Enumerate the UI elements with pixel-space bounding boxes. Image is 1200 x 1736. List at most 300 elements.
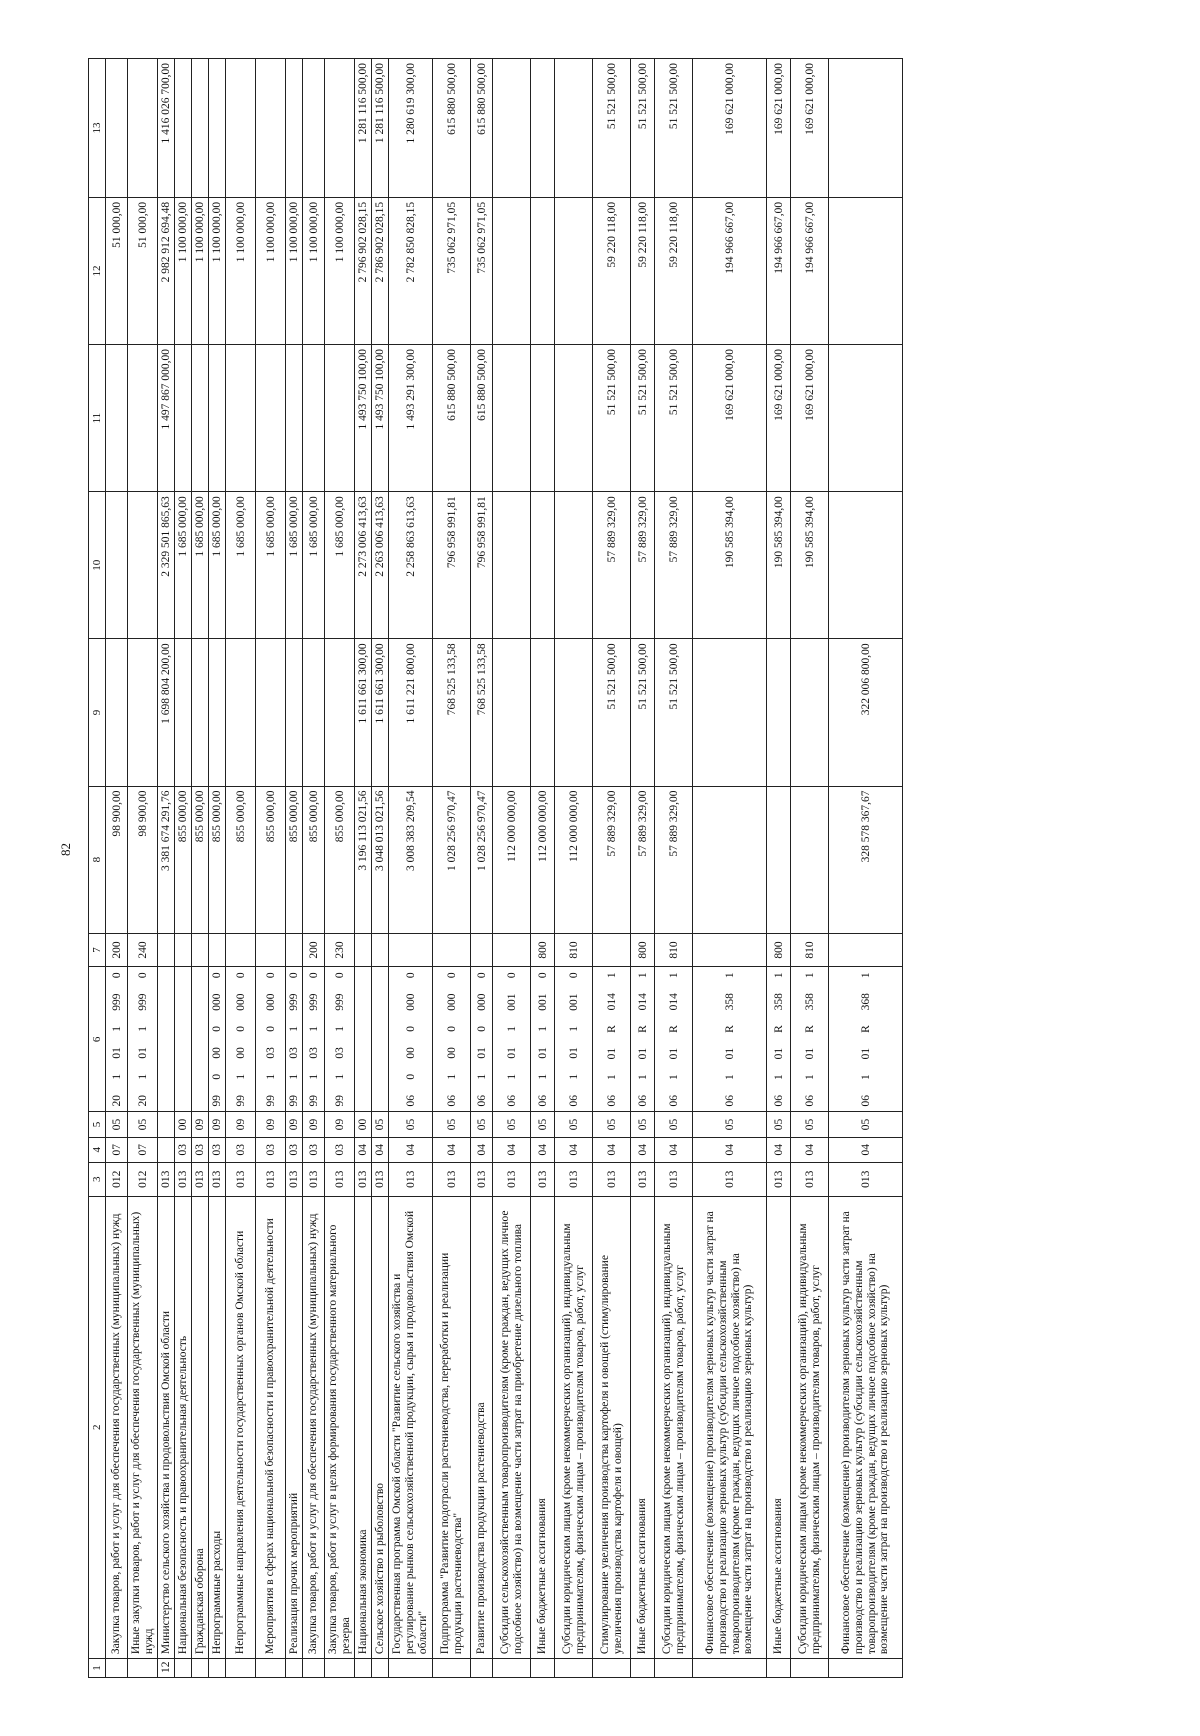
amount-col11-cell: 1 493 291 300,00 xyxy=(389,345,433,492)
section-code-cell: 03 xyxy=(209,1137,226,1162)
amount-col10-cell: 1 685 000,00 xyxy=(192,492,209,639)
ministry-code-cell: 013 xyxy=(791,1162,829,1196)
expense-type-cell xyxy=(433,933,471,967)
amount-col8-cell: 855 000,00 xyxy=(256,786,286,933)
row-number-cell xyxy=(175,1659,192,1678)
target-article-code xyxy=(724,971,736,1107)
item-name-cell: Субсидии сельскохозяйственным товаропроизводителям (кроме граждан, ведущих личное подсобное хозяйство) на возмещение части затрат на приобретение дизельного топлива xyxy=(493,1196,531,1659)
amount-col13-cell xyxy=(106,59,128,198)
expense-type-cell xyxy=(175,933,192,967)
subsection-code-cell: 05 xyxy=(106,1112,128,1137)
code-part: 01 xyxy=(110,1047,123,1059)
ministry-code-cell: 013 xyxy=(286,1162,303,1196)
amount-col12-cell: 59 220 118,00 xyxy=(593,197,631,344)
code-part: 1 xyxy=(288,1073,300,1080)
table-row xyxy=(128,59,158,1678)
target-article-cell xyxy=(531,967,555,1112)
row-number-cell xyxy=(372,1659,389,1678)
code-part: 1 xyxy=(445,1073,458,1080)
amount-col9-cell xyxy=(555,639,593,786)
amount-col12-cell: 59 220 118,00 xyxy=(631,197,655,344)
amount-col13-cell: 615 880 500,00 xyxy=(433,59,471,198)
amount-col11-cell xyxy=(226,345,256,492)
amount-col9-cell xyxy=(226,639,256,786)
target-article-cell xyxy=(471,967,493,1112)
target-article-code xyxy=(606,971,618,1107)
section-code-cell: 04 xyxy=(355,1137,372,1162)
subsection-code-cell: 05 xyxy=(767,1112,791,1137)
section-code-cell: 03 xyxy=(325,1137,355,1162)
target-article-code xyxy=(773,971,785,1107)
code-part: R xyxy=(636,1025,649,1033)
ministry-code-cell: 013 xyxy=(256,1162,286,1196)
code-part: 1 xyxy=(333,1073,346,1080)
amount-col11-cell: 51 521 500,00 xyxy=(631,345,655,492)
target-article-cell xyxy=(791,967,829,1112)
row-number-cell xyxy=(593,1659,631,1678)
row-number-cell xyxy=(655,1659,693,1678)
table-row xyxy=(791,59,829,1678)
row-number-cell xyxy=(471,1659,493,1678)
row-number-cell xyxy=(209,1659,226,1678)
code-part: 99 xyxy=(264,1094,277,1107)
code-part: 0 xyxy=(505,972,518,979)
row-number-cell xyxy=(791,1659,829,1678)
amount-col9-cell xyxy=(209,639,226,786)
column-header: 2 xyxy=(89,1196,106,1659)
row-number-cell xyxy=(256,1659,286,1678)
code-part: 99 xyxy=(307,1094,320,1107)
item-name-cell: Субсидии юридическим лицам (кроме некоммерческих организаций), индивидуальным предпринимателям, физическим лицам – производителям товаров, работ, услуг xyxy=(791,1196,829,1659)
item-name-cell: Закупка товаров, работ и услуг для обеспечения государственных (муниципальных) нужд xyxy=(303,1196,325,1659)
section-code-cell: 03 xyxy=(286,1137,303,1162)
subsection-code-cell: 09 xyxy=(226,1112,256,1137)
code-part: 06 xyxy=(404,1094,417,1107)
code-part: 1 xyxy=(605,972,618,979)
amount-col12-cell: 1 100 000,00 xyxy=(175,197,192,344)
code-part: 000 xyxy=(234,993,247,1011)
section-code-cell: 04 xyxy=(471,1137,493,1162)
code-part: 00 xyxy=(404,1047,417,1059)
code-part: 014 xyxy=(605,993,618,1011)
amount-col10-cell: 190 585 394,00 xyxy=(767,492,791,639)
code-part: 0 xyxy=(536,972,549,979)
expense-type-cell: 810 xyxy=(555,933,593,967)
code-part: 1 xyxy=(234,1073,247,1080)
section-code-cell: 04 xyxy=(767,1137,791,1162)
table-row xyxy=(471,59,493,1678)
row-number-cell xyxy=(555,1659,593,1678)
amount-col11-cell xyxy=(325,345,355,492)
code-part: 03 xyxy=(264,1047,277,1059)
code-part: 001 xyxy=(505,993,518,1011)
code-part: 06 xyxy=(636,1094,649,1107)
subsection-code-cell: 05 xyxy=(655,1112,693,1137)
amount-col10-cell: 2 258 863 613,63 xyxy=(389,492,433,639)
target-article-code xyxy=(308,971,320,1107)
amount-col8-cell: 1 028 256 970,47 xyxy=(471,786,493,933)
column-header: 12 xyxy=(89,197,106,344)
code-part: 06 xyxy=(723,1094,736,1107)
ministry-code-cell: 013 xyxy=(531,1162,555,1196)
row-number-cell xyxy=(493,1659,531,1678)
code-part: 1 xyxy=(288,1026,300,1032)
amount-col9-cell: 1 611 661 300,00 xyxy=(372,639,389,786)
target-article-cell xyxy=(226,967,256,1112)
rotated-budget-table-sheet xyxy=(88,58,1128,1678)
expense-type-cell xyxy=(372,933,389,967)
amount-col11-cell xyxy=(555,345,593,492)
amount-col10-cell xyxy=(829,492,903,639)
code-part: 000 xyxy=(475,993,488,1011)
table-row xyxy=(226,59,256,1678)
amount-col10-cell: 1 685 000,00 xyxy=(256,492,286,639)
amount-col8-cell: 112 000 000,00 xyxy=(493,786,531,933)
subsection-code-cell: 05 xyxy=(531,1112,555,1137)
target-article-code xyxy=(211,971,223,1107)
amount-col13-cell xyxy=(209,59,226,198)
amount-col9-cell xyxy=(325,639,355,786)
ministry-code-cell: 013 xyxy=(325,1162,355,1196)
code-part: 03 xyxy=(307,1047,320,1059)
code-part: 1 xyxy=(307,1073,320,1080)
target-article-cell xyxy=(555,967,593,1112)
code-part: 01 xyxy=(475,1047,488,1059)
table-body xyxy=(106,59,903,1678)
code-part: 0 xyxy=(211,1026,223,1032)
code-part: 01 xyxy=(567,1047,580,1059)
amount-col13-cell: 51 521 500,00 xyxy=(655,59,693,198)
subsection-code-cell xyxy=(158,1112,175,1137)
subsection-code-cell: 05 xyxy=(693,1112,767,1137)
code-part: 06 xyxy=(475,1094,488,1107)
amount-col10-cell: 1 685 000,00 xyxy=(175,492,192,639)
amount-col13-cell xyxy=(128,59,158,198)
code-part: 014 xyxy=(667,993,680,1011)
item-name-cell: Иные бюджетные ассигнования xyxy=(631,1196,655,1659)
code-part: 1 xyxy=(264,1073,277,1080)
section-code-cell: 04 xyxy=(389,1137,433,1162)
code-part: 06 xyxy=(772,1094,785,1107)
code-part: 06 xyxy=(567,1094,580,1107)
amount-col12-cell xyxy=(493,197,531,344)
ministry-code-cell: 013 xyxy=(655,1162,693,1196)
target-article-code xyxy=(288,971,300,1107)
table-row xyxy=(593,59,631,1678)
code-part: 1 xyxy=(636,972,649,979)
amount-col8-cell: 1 028 256 970,47 xyxy=(433,786,471,933)
amount-col12-cell: 2 782 850 828,15 xyxy=(389,197,433,344)
subsection-code-cell: 09 xyxy=(325,1112,355,1137)
amount-col12-cell: 1 100 000,00 xyxy=(192,197,209,344)
code-part: 1 xyxy=(636,1074,649,1081)
code-part: 06 xyxy=(605,1094,618,1107)
ministry-code-cell: 013 xyxy=(593,1162,631,1196)
code-part: 00 xyxy=(211,1047,223,1059)
expense-type-cell xyxy=(493,933,531,967)
code-part: 1 xyxy=(859,972,872,979)
ministry-code-cell: 013 xyxy=(175,1162,192,1196)
item-name-cell: Государственная программа Омской области "Развитие сельского хозяйства и регулирование рынков сельскохозяйственной продукции, сырья и продовольствия Омской области" xyxy=(389,1196,433,1659)
target-article-code xyxy=(668,971,680,1107)
item-name-cell: Подпрограмма "Развитие подотрасли растениеводства, переработки и реализации продукции растениеводства" xyxy=(433,1196,471,1659)
code-part: 99 xyxy=(211,1094,223,1107)
amount-col10-cell xyxy=(128,492,158,639)
amount-col8-cell: 855 000,00 xyxy=(209,786,226,933)
amount-col13-cell xyxy=(493,59,531,198)
expense-type-cell: 810 xyxy=(655,933,693,967)
amount-col11-cell xyxy=(128,345,158,492)
code-part: 1 xyxy=(136,1073,149,1080)
code-part: 0 xyxy=(475,972,488,979)
section-code-cell: 04 xyxy=(655,1137,693,1162)
amount-col11-cell: 169 621 000,00 xyxy=(791,345,829,492)
amount-col13-cell: 1 281 116 500,00 xyxy=(355,59,372,198)
item-name-cell: Стимулирование увеличения производства картофеля и овощей (стимулирование увеличения производства картофеля и овощей) xyxy=(593,1196,631,1659)
item-name-cell: Реализация прочих мероприятий xyxy=(286,1196,303,1659)
amount-col8-cell: 855 000,00 xyxy=(226,786,256,933)
code-part: 0 xyxy=(404,1073,417,1080)
expense-type-cell: 200 xyxy=(106,933,128,967)
ministry-code-cell: 013 xyxy=(631,1162,655,1196)
amount-col9-cell xyxy=(693,639,767,786)
code-part: 358 xyxy=(803,993,816,1011)
amount-col8-cell: 112 000 000,00 xyxy=(531,786,555,933)
code-part: 001 xyxy=(536,993,549,1011)
amount-col9-cell xyxy=(493,639,531,786)
section-code-cell: 04 xyxy=(631,1137,655,1162)
amount-col13-cell xyxy=(192,59,209,198)
amount-col11-cell xyxy=(192,345,209,492)
amount-col13-cell: 615 880 500,00 xyxy=(471,59,493,198)
amount-col8-cell xyxy=(767,786,791,933)
amount-col9-cell: 51 521 500,00 xyxy=(631,639,655,786)
ministry-code-cell: 013 xyxy=(303,1162,325,1196)
item-name-cell: Иные бюджетные ассигнования xyxy=(531,1196,555,1659)
section-code-cell: 04 xyxy=(493,1137,531,1162)
code-part: 01 xyxy=(536,1047,549,1059)
code-part: 1 xyxy=(110,1026,123,1032)
section-code-cell: 03 xyxy=(303,1137,325,1162)
code-part: 20 xyxy=(136,1094,149,1107)
column-header: 9 xyxy=(89,639,106,786)
code-part: 0 xyxy=(567,972,580,979)
amount-col13-cell xyxy=(829,59,903,198)
amount-col10-cell: 190 585 394,00 xyxy=(693,492,767,639)
item-name-cell: Иные бюджетные ассигнования xyxy=(767,1196,791,1659)
table-row xyxy=(192,59,209,1678)
section-code-cell: 04 xyxy=(593,1137,631,1162)
code-part: 999 xyxy=(307,993,320,1011)
amount-col8-cell: 855 000,00 xyxy=(325,786,355,933)
section-code-cell: 03 xyxy=(226,1137,256,1162)
amount-col11-cell xyxy=(493,345,531,492)
section-code-cell: 03 xyxy=(175,1137,192,1162)
target-article-code xyxy=(111,971,123,1107)
amount-col9-cell xyxy=(286,639,303,786)
code-part: 01 xyxy=(723,1047,736,1060)
code-part: 1 xyxy=(723,1074,736,1081)
code-part: 368 xyxy=(859,993,872,1011)
code-part: 01 xyxy=(136,1047,149,1059)
amount-col9-cell: 51 521 500,00 xyxy=(593,639,631,786)
amount-col10-cell: 1 685 000,00 xyxy=(226,492,256,639)
amount-col12-cell: 2 982 912 694,48 xyxy=(158,197,175,344)
target-article-code xyxy=(537,971,549,1107)
expense-type-cell xyxy=(256,933,286,967)
amount-col8-cell: 855 000,00 xyxy=(192,786,209,933)
amount-col11-cell: 615 880 500,00 xyxy=(471,345,493,492)
code-part: 0 xyxy=(404,972,417,979)
section-code-cell: 04 xyxy=(433,1137,471,1162)
code-part: 20 xyxy=(110,1094,123,1107)
ministry-code-cell: 012 xyxy=(106,1162,128,1196)
row-number-cell xyxy=(355,1659,372,1678)
item-name-cell: Непрограммные направления деятельности государственных органов Омской области xyxy=(226,1196,256,1659)
code-part: 1 xyxy=(307,1026,320,1032)
target-article-cell xyxy=(593,967,631,1112)
target-article-cell xyxy=(192,967,209,1112)
amount-col13-cell xyxy=(286,59,303,198)
expense-type-cell xyxy=(471,933,493,967)
code-part: R xyxy=(667,1025,680,1033)
amount-col13-cell: 51 521 500,00 xyxy=(593,59,631,198)
expense-type-cell xyxy=(389,933,433,967)
code-part: 1 xyxy=(536,1026,549,1032)
amount-col11-cell: 1 493 750 100,00 xyxy=(355,345,372,492)
code-part: 0 xyxy=(211,972,223,979)
amount-col10-cell: 2 263 006 413,63 xyxy=(372,492,389,639)
ministry-code-cell: 013 xyxy=(693,1162,767,1196)
amount-col11-cell xyxy=(829,345,903,492)
code-part: 0 xyxy=(307,972,320,979)
subsection-code-cell: 05 xyxy=(372,1112,389,1137)
code-part: 0 xyxy=(475,1026,488,1032)
code-part: 1 xyxy=(505,1026,518,1032)
amount-col10-cell: 796 958 991,81 xyxy=(471,492,493,639)
amount-col12-cell xyxy=(829,197,903,344)
table-row xyxy=(158,59,175,1678)
code-part: 000 xyxy=(211,993,223,1011)
ministry-code-cell: 013 xyxy=(158,1162,175,1196)
code-part: R xyxy=(723,1025,736,1033)
amount-col8-cell xyxy=(693,786,767,933)
subsection-code-cell: 00 xyxy=(355,1112,372,1137)
amount-col10-cell: 190 585 394,00 xyxy=(791,492,829,639)
amount-col12-cell: 1 100 000,00 xyxy=(303,197,325,344)
column-header: 3 xyxy=(89,1162,106,1196)
amount-col13-cell: 1 416 026 700,00 xyxy=(158,59,175,198)
amount-col8-cell: 855 000,00 xyxy=(286,786,303,933)
code-part: 99 xyxy=(288,1094,300,1107)
item-name-cell: Министерство сельского хозяйства и продовольствия Омской области xyxy=(158,1196,175,1659)
amount-col8-cell: 57 889 329,00 xyxy=(593,786,631,933)
code-part: 01 xyxy=(636,1047,649,1060)
amount-col9-cell: 768 525 133,58 xyxy=(433,639,471,786)
amount-col12-cell: 2 796 902 028,15 xyxy=(355,197,372,344)
code-part: 999 xyxy=(110,993,123,1011)
section-code-cell: 04 xyxy=(372,1137,389,1162)
row-number-cell xyxy=(128,1659,158,1678)
row-number-cell xyxy=(433,1659,471,1678)
target-article-cell xyxy=(325,967,355,1112)
table-row xyxy=(372,59,389,1678)
subsection-code-cell: 09 xyxy=(303,1112,325,1137)
expense-type-cell: 800 xyxy=(531,933,555,967)
amount-col13-cell xyxy=(555,59,593,198)
table-row xyxy=(106,59,128,1678)
expense-type-cell xyxy=(693,933,767,967)
row-number-cell xyxy=(531,1659,555,1678)
amount-col8-cell: 328 578 367,67 xyxy=(829,786,903,933)
target-article-code xyxy=(568,971,580,1107)
amount-col8-cell: 3 008 383 209,54 xyxy=(389,786,433,933)
target-article-code xyxy=(405,971,417,1107)
column-header: 7 xyxy=(89,933,106,967)
item-name-cell: Развитие производства продукции растениеводства xyxy=(471,1196,493,1659)
code-part: R xyxy=(605,1025,618,1033)
amount-col8-cell: 98 900,00 xyxy=(128,786,158,933)
code-part: 1 xyxy=(803,1074,816,1081)
item-name-cell: Закупка товаров, работ и услуг для обеспечения государственных (муниципальных) нужд xyxy=(106,1196,128,1659)
amount-col12-cell: 735 062 971,05 xyxy=(433,197,471,344)
amount-col13-cell xyxy=(303,59,325,198)
column-header: 4 xyxy=(89,1137,106,1162)
amount-col11-cell xyxy=(175,345,192,492)
amount-col9-cell xyxy=(531,639,555,786)
code-part: 0 xyxy=(288,972,300,979)
expense-type-cell: 230 xyxy=(325,933,355,967)
amount-col8-cell: 112 000 000,00 xyxy=(555,786,593,933)
code-part: 01 xyxy=(667,1047,680,1060)
code-part: 0 xyxy=(333,972,346,979)
amount-col13-cell xyxy=(325,59,355,198)
row-number-cell: 12 xyxy=(158,1659,175,1678)
code-part: 1 xyxy=(505,1073,518,1080)
expense-type-cell xyxy=(158,933,175,967)
amount-col11-cell xyxy=(286,345,303,492)
budget-table xyxy=(88,58,903,1678)
header-row xyxy=(89,59,106,1678)
target-article-code xyxy=(446,971,458,1107)
table-row xyxy=(325,59,355,1678)
code-part: 1 xyxy=(567,1026,580,1032)
code-part: 01 xyxy=(505,1047,518,1059)
subsection-code-cell: 05 xyxy=(593,1112,631,1137)
code-part: 999 xyxy=(136,993,149,1011)
amount-col12-cell: 1 100 000,00 xyxy=(325,197,355,344)
code-part: 1 xyxy=(803,972,816,979)
amount-col9-cell xyxy=(303,639,325,786)
ministry-code-cell: 013 xyxy=(209,1162,226,1196)
amount-col10-cell: 2 273 006 413,63 xyxy=(355,492,372,639)
amount-col9-cell xyxy=(175,639,192,786)
row-number-cell xyxy=(767,1659,791,1678)
code-part: 0 xyxy=(264,1026,277,1032)
code-part: 06 xyxy=(505,1094,518,1107)
subsection-code-cell: 05 xyxy=(631,1112,655,1137)
code-part: 99 xyxy=(234,1094,247,1107)
table-row xyxy=(631,59,655,1678)
amount-col9-cell: 1 611 661 300,00 xyxy=(355,639,372,786)
expense-type-cell xyxy=(209,933,226,967)
target-article-cell xyxy=(433,967,471,1112)
expense-type-cell: 240 xyxy=(128,933,158,967)
column-header: 13 xyxy=(89,59,106,198)
amount-col11-cell: 51 521 500,00 xyxy=(593,345,631,492)
amount-col12-cell: 51 000,00 xyxy=(106,197,128,344)
section-code-cell xyxy=(158,1137,175,1162)
